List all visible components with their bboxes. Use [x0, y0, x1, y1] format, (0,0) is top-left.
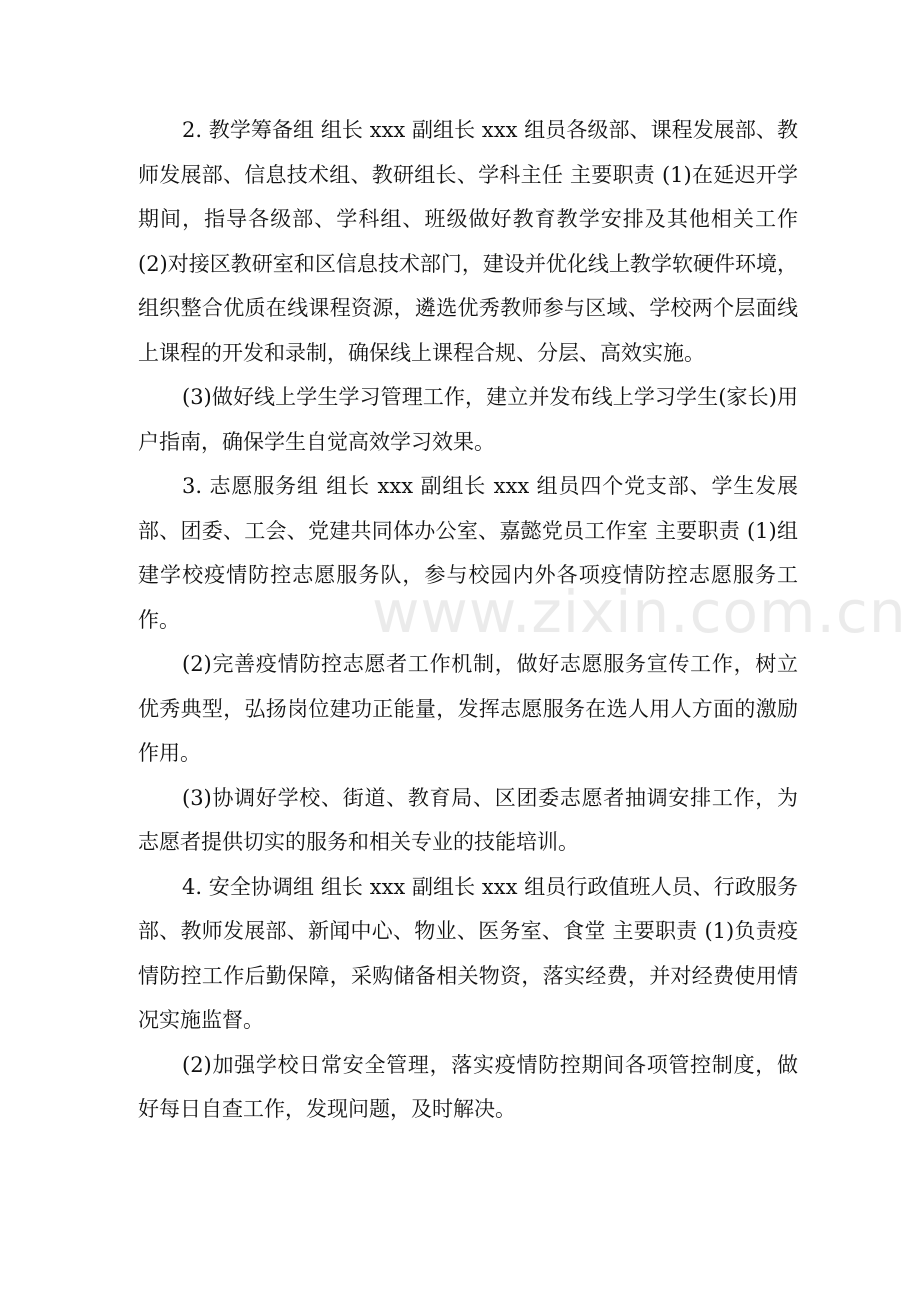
- paragraph-teaching-prep-group: 2. 教学筹备组 组长 xxx 副组长 xxx 组员各级部、课程发展部、教师发展部、信息技术组、教研组长、学科主任 主要职责 (1)在延迟开学期间，指导各级部、学科组、班级做好教育教学安排及其他相关工作 (2)对接区教研室和区信息技术部门，建设并优化线上教学软硬件环境，组织整合优质在线课程资源，遴选优秀教师参与区域、学校两个层面线上课程的开发和录制，确保线上课程合规、分层、高效实施。: [138, 118, 798, 365]
- watermark: www.zixin.com.cn: [372, 578, 907, 646]
- paragraph-safety-coordination-group: 4. 安全协调组 组长 xxx 副组长 xxx 组员行政值班人员、行政服务部、教师发展部、新闻中心、物业、医务室、食堂 主要职责 (1)负责疫情防控工作后勤保障，采购储备相关物资，落实经费，并对经费使用情况实施监督。: [138, 874, 798, 1032]
- paragraph-student-learning-management: (3)做好线上学生学习管理工作，建立并发布线上学习学生(家长)用户指南，确保学生自觉高效学习效果。: [138, 385, 798, 454]
- paragraph-volunteer-coordination: (3)协调好学校、街道、教育局、区团委志愿者抽调安排工作，为志愿者提供切实的服务和相关专业的技能培训。: [138, 785, 798, 854]
- document-body: [138, 108, 798, 1132]
- paragraph-volunteer-mechanism: (2)完善疫情防控志愿者工作机制，做好志愿服务宣传工作，树立优秀典型，弘扬岗位建功正能量，发挥志愿服务在选人用人方面的激励作用。: [138, 652, 798, 765]
- paragraph-daily-safety-management: (2)加强学校日常安全管理，落实疫情防控期间各项管控制度，做好每日自查工作，发现问题，及时解决。: [138, 1052, 798, 1121]
- paragraph-volunteer-service-group: 3. 志愿服务组 组长 xxx 副组长 xxx 组员四个党支部、学生发展部、团委、工会、党建共同体办公室、嘉懿党员工作室 主要职责 (1)组建学校疫情防控志愿服务队，参与校园内外各项疫情防控志愿服务工作。: [138, 474, 798, 632]
